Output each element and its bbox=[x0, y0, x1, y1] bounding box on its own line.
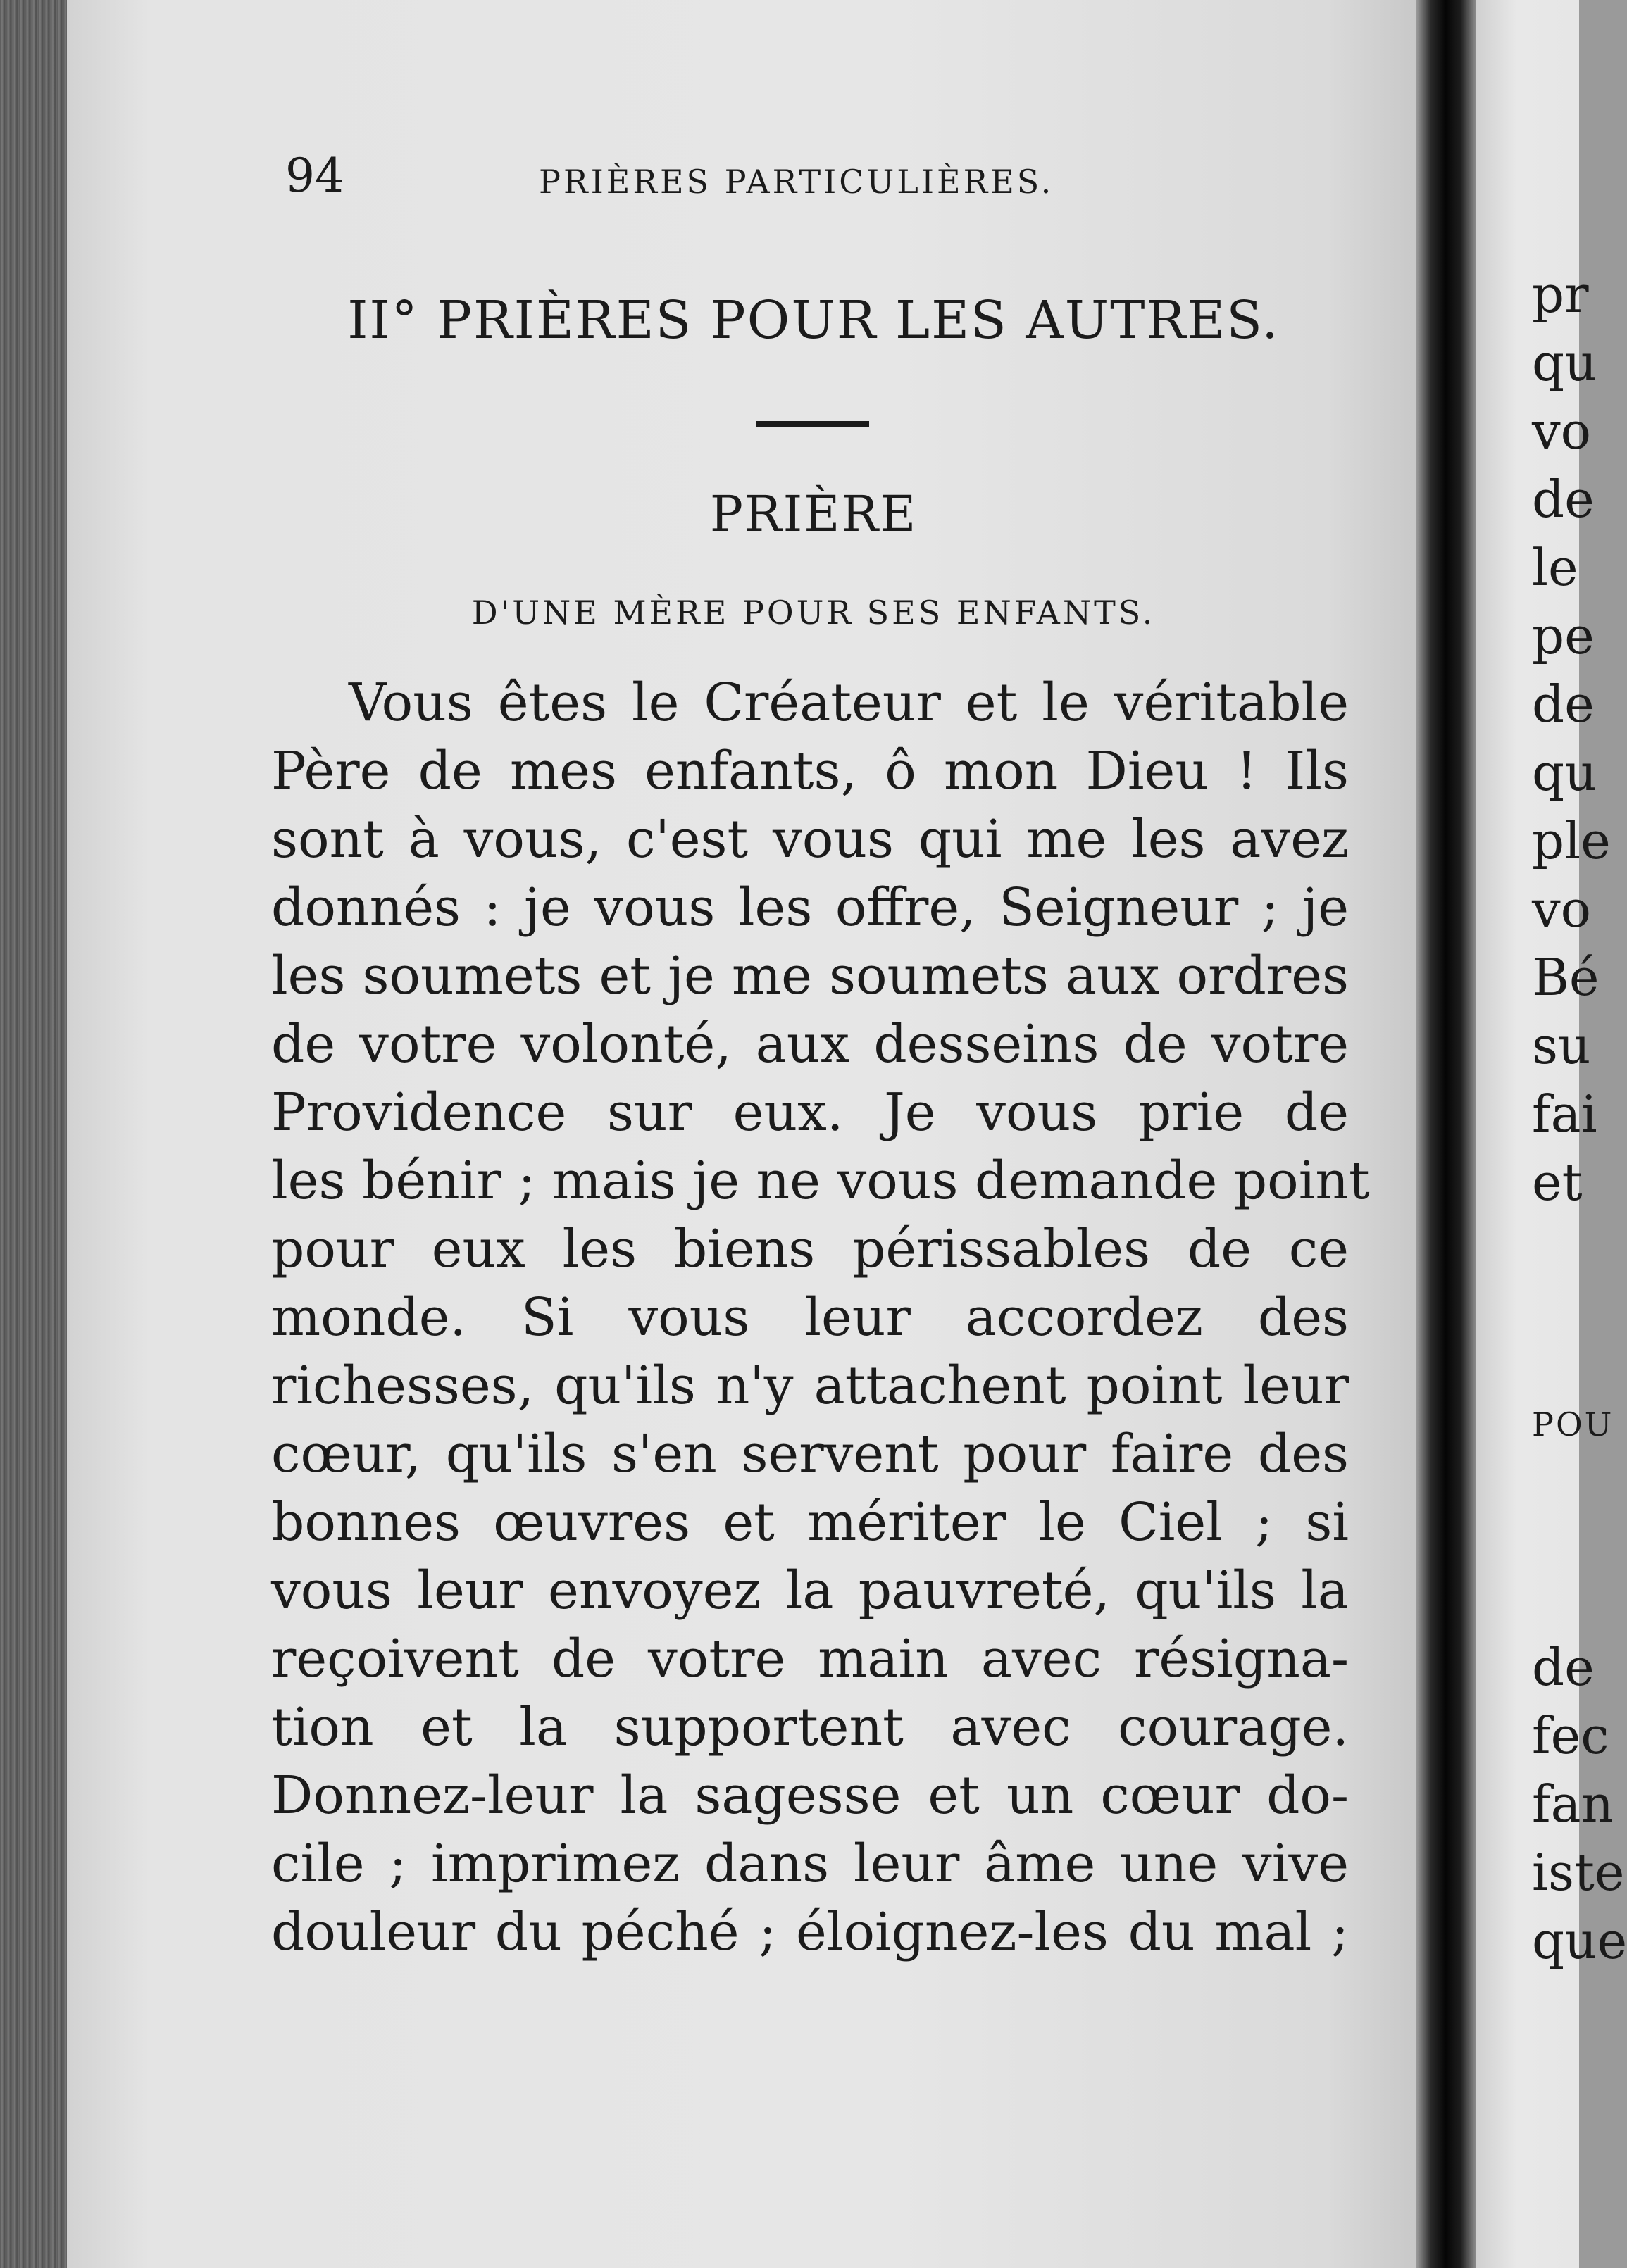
title-divider bbox=[756, 421, 869, 427]
facing-fragment: que bbox=[1532, 1911, 1627, 1970]
text-line: de votre volonté, aux desseins de votre bbox=[271, 1014, 1349, 1075]
facing-fragment: ple bbox=[1532, 811, 1611, 870]
facing-fragment: vo bbox=[1532, 879, 1592, 939]
facing-fragment: de bbox=[1532, 470, 1595, 529]
facing-fragment: pr bbox=[1532, 265, 1589, 324]
text-line: les bénir ; mais je ne vous demande point bbox=[271, 1151, 1370, 1211]
text-line: tion et la supportent avec courage. bbox=[271, 1697, 1349, 1758]
text-line: monde. Si vous leur accordez des bbox=[271, 1287, 1349, 1348]
facing-fragment: su bbox=[1532, 1016, 1591, 1075]
text-line: les soumets et je me soumets aux ordres bbox=[271, 946, 1349, 1006]
prayer-subheading: D'UNE MÈRE POUR SES ENFANTS. bbox=[471, 594, 1156, 632]
text-line: Providence sur eux. Je vous prie de bbox=[271, 1082, 1349, 1143]
text-line: sont à vous, c'est vous qui me les avez bbox=[271, 809, 1349, 870]
running-head bbox=[285, 148, 1349, 204]
text-line: Donnez-leur la sagesse et un cœur do- bbox=[271, 1765, 1349, 1826]
text-line: richesses, qu'ils n'y attachent point leur bbox=[271, 1355, 1349, 1416]
facing-fragment: le bbox=[1532, 538, 1578, 597]
text-line: vous leur envoyez la pauvreté, qu'ils la bbox=[271, 1560, 1349, 1621]
text-line: cœur, qu'ils s'en servent pour faire des bbox=[271, 1424, 1349, 1484]
facing-fragment: iste bbox=[1532, 1843, 1625, 1902]
text-line: pour eux les biens périssables de ce bbox=[271, 1219, 1349, 1279]
facing-fragment: vo bbox=[1532, 401, 1592, 461]
text-line: reçoivent de votre main avec résigna- bbox=[271, 1629, 1349, 1689]
facing-fragment: et bbox=[1532, 1153, 1583, 1212]
facing-fragment: fec bbox=[1532, 1706, 1609, 1765]
running-title: PRIÈRES PARTICULIÈRES. bbox=[539, 163, 1054, 201]
facing-fragment: de bbox=[1532, 675, 1595, 734]
section-title: II° PRIÈRES POUR LES AUTRES. bbox=[347, 290, 1280, 351]
facing-fragment: qu bbox=[1532, 333, 1597, 392]
prayer-text bbox=[271, 669, 1370, 1967]
facing-fragment: fai bbox=[1532, 1084, 1597, 1144]
text-line: Vous êtes le Créateur et le véritable bbox=[349, 672, 1349, 733]
facing-fragment: Bé bbox=[1532, 948, 1600, 1007]
text-line: Père de mes enfants, ô mon Dieu ! Ils bbox=[271, 741, 1349, 801]
facing-fragment-heading: POU bbox=[1532, 1405, 1614, 1443]
prayer-heading: PRIÈRE bbox=[709, 485, 918, 543]
book-gutter bbox=[1416, 0, 1476, 2268]
text-line: cile ; imprimez dans leur âme une vive bbox=[271, 1834, 1349, 1894]
text-line: donnés : je vous les offre, Seigneur ; je bbox=[271, 877, 1349, 938]
facing-fragment: fan bbox=[1532, 1774, 1614, 1834]
page-number: 94 bbox=[285, 149, 344, 203]
facing-fragment: pe bbox=[1532, 606, 1595, 665]
text-line: bonnes œuvres et mériter le Ciel ; si bbox=[271, 1492, 1349, 1553]
facing-fragment: de bbox=[1532, 1638, 1595, 1697]
book-page-edge bbox=[0, 0, 70, 2268]
text-line: douleur du péché ; éloignez-les du mal ; bbox=[271, 1902, 1349, 1962]
facing-fragment: qu bbox=[1532, 743, 1597, 802]
